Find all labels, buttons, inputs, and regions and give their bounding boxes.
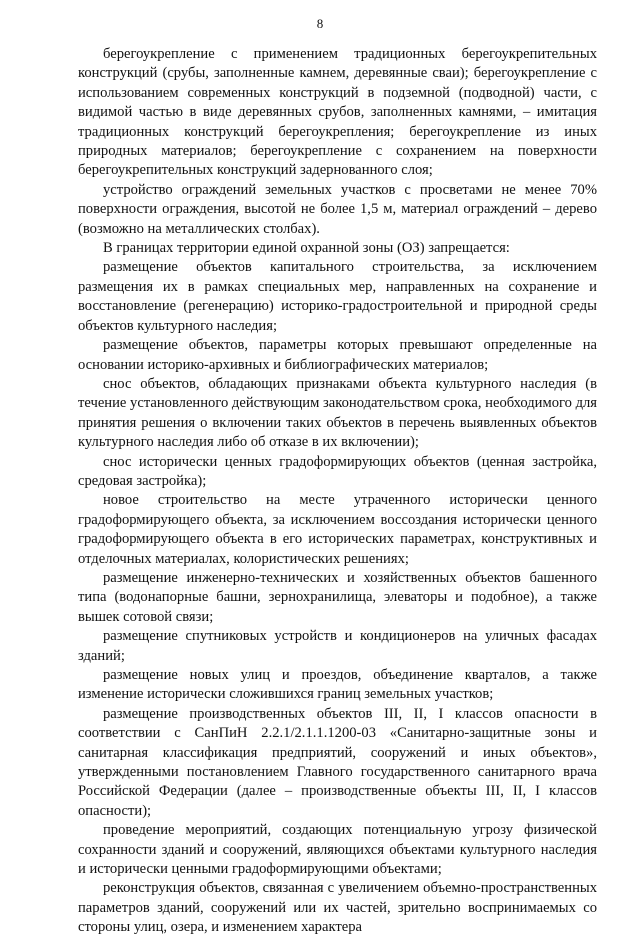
- document-body: [78, 45, 597, 938]
- page-number: 8: [316, 16, 324, 31]
- paragraph-fencing: устройство ограждений земельных участков с просветами не менее 70% поверхности ограждения, высотой не более 1,5 м, материал ограждений – дерево (возможно на металлических столбах).: [78, 181, 597, 237]
- paragraph-object-parameters: размещение объектов, параметры которых превышают определенные на основании историко-архивных и библиографических материалов;: [78, 337, 597, 373]
- paragraph-demolition-valuable: снос исторически ценных градоформирующих объектов (ценная застройка, средовая застройка);: [78, 453, 597, 489]
- paragraph-new-construction: новое строительство на месте утраченного исторически ценного градоформирующего объекта, за исключением воссоздания исторически ценного градоформирующего объекта в его исторических параметрах, конструктивных и отделочных материалах, колористических решениях;: [78, 492, 597, 567]
- paragraph-production-objects: размещение производственных объектов III, II, I классов опасности в соответствии с СанПиН 2.2.1/2.1.1.1200-03 «Санитарно-защитные зоны и санитарная классификация предприятий, сооружений и иных объектов», утвержденными постановлением Главного государственного санитарного врача Российской Федерации (далее – производственные объекты III, II, I классов опасности);: [78, 705, 597, 819]
- paragraph-demolition-heritage: снос объектов, обладающих признаками объекта культурного наследия (в течение установленного действующим законодательством срока, необходимого для принятия решения о включении таких объектов в перечень выявленных объектов культурного наследия либо об отказе в их включении);: [78, 375, 597, 451]
- paragraph-reconstruction: реконструкция объектов, связанная с увеличением объемно-пространственных параметров зданий, сооружений или их частей, зрительно воспринимаемых со стороны улиц, озера, и изменением характера: [78, 880, 597, 936]
- paragraph-tower-objects: размещение инженерно-технических и хозяйственных объектов башенного типа (водонапорные башни, зернохранилища, элеваторы и подобное), а также вышек сотовой связи;: [78, 569, 597, 625]
- paragraph-satellite-devices: размещение спутниковых устройств и кондиционеров на уличных фасадах зданий;: [78, 628, 597, 664]
- paragraph-shore-strengthening: берегоукрепление с применением традиционных берегоукрепительных конструкций (срубы, заполненные камнем, деревянные сваи); берегоукрепление с использованием современных конструкций в подземной (подводной) части, с видимой частью в виде деревянных срубов, заполненных камнями, – имитация традиционных конструкций берегоукрепления; берегоукрепление из иных природных материалов; берегоукрепление с сохранением на поверхности берегоукрепительных конструкций задернованного слоя;: [78, 46, 597, 179]
- paragraph-threat-activities: проведение мероприятий, создающих потенциальную угрозу физической сохранности зданий и сооружений, являющихся объектами культурного наследия и исторически ценными градоформирующими объектами;: [78, 822, 597, 878]
- paragraph-capital-construction: размещение объектов капитального строительства, за исключением размещения их в рамках специальных мер, направленных на сохранение и восстановление (регенерацию) историко-градостроительной и природной среды объектов культурного наследия;: [78, 259, 597, 334]
- paragraph-protection-zone-heading: В границах территории единой охранной зоны (ОЗ) запрещается:: [103, 240, 510, 257]
- paragraph-new-streets: размещение новых улиц и проездов, объединение кварталов, а также изменение исторически сложившихся границ земельных участков;: [78, 667, 597, 703]
